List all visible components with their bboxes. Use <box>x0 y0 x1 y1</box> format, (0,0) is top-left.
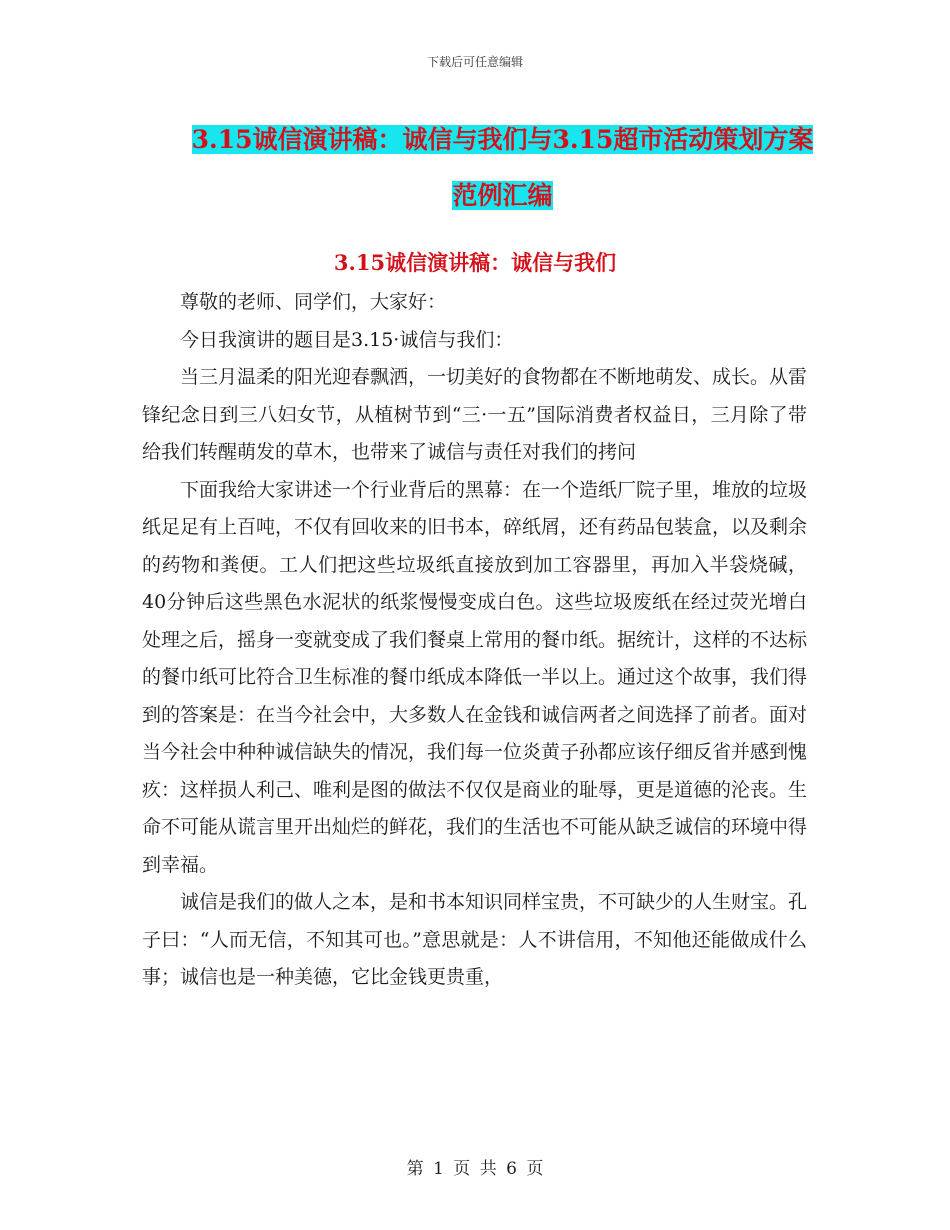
paragraph: 尊敬的老师、同学们，大家好： <box>180 291 447 313</box>
document-title <box>180 112 825 224</box>
paragraph: 今日我演讲的题目是3.15·诚信与我们： <box>180 328 514 351</box>
paragraph: 当三月温柔的阳光迎春飘洒，一切美好的食物都在不断地萌发、成长。从雷锋纪念日到三八妇女节，从植树节到“三·一五”国际消费者权益日，三月除了带给我们转醒萌发的草木，也带来了诚信与责任对我们的拷问 <box>142 366 808 463</box>
paragraph: 下面我给大家讲述一个行业背后的黑幕：在一个造纸厂院子里，堆放的垃圾纸足足有上百吨，不仅有回收来的旧书本，碎纸屑，还有药品包装盒，以及剩余的药物和粪便。工人们把这些垃圾纸直接放到加工容器里，再加入半袋烧碱，40分钟后这些黑色水泥状的纸浆慢慢变成白色。这些垃圾废纸在经过荧光增白处理之后，摇身一变就变成了我们餐桌上常用的餐巾纸。据统计，这样的不达标的餐巾纸可比符合卫生标准的餐巾纸成本降低一半以上。通过这个故事，我们得到的答案是：在当今社会中，大多数人在金钱和诚信两者之间选择了前者。面对当今社会中种种诚信缺失的情况，我们每一位炎黄子孙都应该仔细反省并感到愧疚：这样损人利己、唯利是图的做法不仅仅是商业的耻辱，更是道德的沦丧。生命不可能从谎言里开出灿烂的鲜花，我们的生活也不可能从缺乏诚信的环境中得到幸福。 <box>142 478 808 876</box>
document-body <box>142 284 807 997</box>
paragraph: 诚信是我们的做人之本，是和书本知识同样宝贵，不可缺少的人生财宝。孔子曰：“人而无信，不知其可也。”意思就是：人不讲信用，不知他还能做成什么事；诚信也是一种美德，它比金钱更贵重， <box>142 891 808 988</box>
document-title-text: 3.15诚信演讲稿：诚信与我们与3.15超市活动策划方案范例汇编 <box>191 125 814 210</box>
page-header-note: 下载后可任意编辑 <box>426 55 523 69</box>
page-number-footer: 第 1 页 共 6 页 <box>406 1159 544 1179</box>
section-subtitle: 3.15诚信演讲稿：诚信与我们 <box>333 250 617 275</box>
